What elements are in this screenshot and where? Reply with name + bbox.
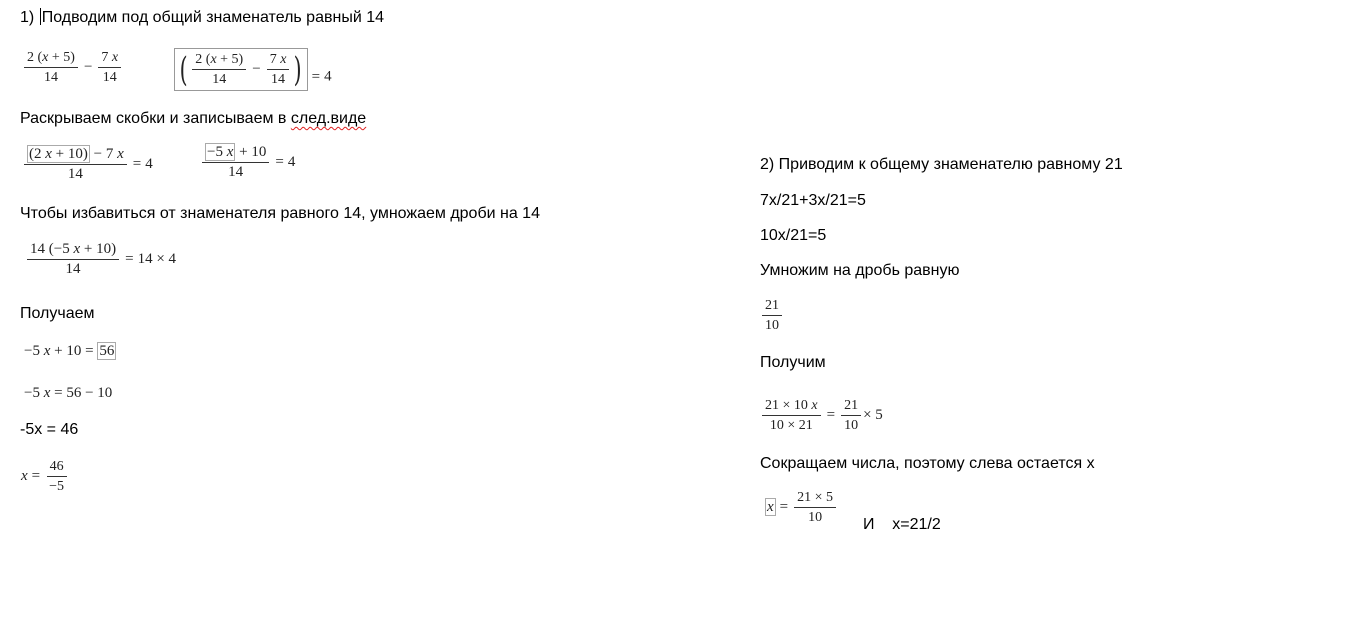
step1-heading: [20, 8, 384, 28]
text-cursor: [40, 8, 41, 25]
line-10x-over-21: 10x/21=5: [760, 227, 827, 244]
boxed-value-56[interactable]: 56: [99, 343, 115, 359]
misspelled-word[interactable]: след.виде: [290, 110, 367, 127]
line-we-get: Получим: [760, 354, 826, 371]
step1-title: Подводим под общий знаменатель равный 14: [41, 9, 384, 26]
equation-x-equals-46-over-minus5[interactable]: x = $\frac{46}{-5}$: [21, 457, 69, 496]
fraction-21-over-10[interactable]: $\frac{21}{10}$: [760, 296, 784, 335]
line-final-answer: [863, 515, 941, 535]
equation-multiply-by-14[interactable]: $\frac{14 (-5 x + 10)}{14}$ = 14 × 4: [25, 240, 176, 279]
fraction-7x-over-14: $\frac{7 x}{14}$: [98, 48, 121, 87]
paragraph-result: Получаем: [20, 305, 95, 322]
equation-boxed-difference-equals-4[interactable]: ( $\frac{2 (x + 5)}{14}$ − $\frac{7 x}{14}$ ) = 4: [174, 48, 332, 91]
final-result: x=21/2: [892, 516, 941, 533]
paragraph-open-brackets: Раскрываем скобки и записываем в след.виде: [20, 110, 367, 127]
equation-x-equals-21x5-over-10[interactable]: x = $\frac{21 \times 5}{10}$: [765, 488, 838, 527]
step1-number: 1): [20, 9, 35, 26]
paragraph-remove-denominator: Чтобы избавиться от знаменателя равного 14, умножаем дроби на 14: [20, 205, 540, 222]
equation-simplified-equals-4[interactable]: $\frac{-5 x + 10}{14}$ = 4: [200, 143, 295, 182]
fraction-2x5-over-14: $\frac{2 (x + 5)}{14}$: [24, 48, 78, 87]
selected-expression-box[interactable]: ( $\frac{2 (x + 5)}{14}$ − $\frac{7 x}{14}$ ): [174, 48, 308, 91]
line-7x-plus-3x: 7x/21+3x/21=5: [760, 192, 866, 209]
line-cancel-numbers: Сокращаем числа, поэтому слева остается х: [760, 455, 1095, 472]
line-multiply-by-fraction: Умножим на дробь равную: [760, 262, 960, 279]
equation-minus5x-equals-56-minus-10[interactable]: −5 x = 56 − 10: [24, 385, 113, 401]
line-minus5x-equals-46: -5x = 46: [20, 421, 79, 438]
equation-fraction-difference[interactable]: $\frac{2 (x + 5)}{14}$ − $\frac{7 x}{14}$: [22, 48, 123, 87]
equation-expanded-equals-4[interactable]: $\frac{(2 x + 10) - 7 x}{14}$ = 4: [22, 145, 153, 184]
step2-heading: 2) Приводим к общему знаменателю равному 21: [760, 156, 1123, 173]
boxed-variable-x[interactable]: x: [767, 498, 774, 515]
equation-21x10x-over-10x21[interactable]: $\frac{21 \times 10 x}{10 \times 21}$ = $\frac{21}{10}$ × 5: [760, 396, 883, 435]
conjunction-and: И: [863, 516, 875, 533]
equation-minus5x-plus10-equals-56[interactable]: −5 x + 10 = 56: [24, 343, 115, 359]
